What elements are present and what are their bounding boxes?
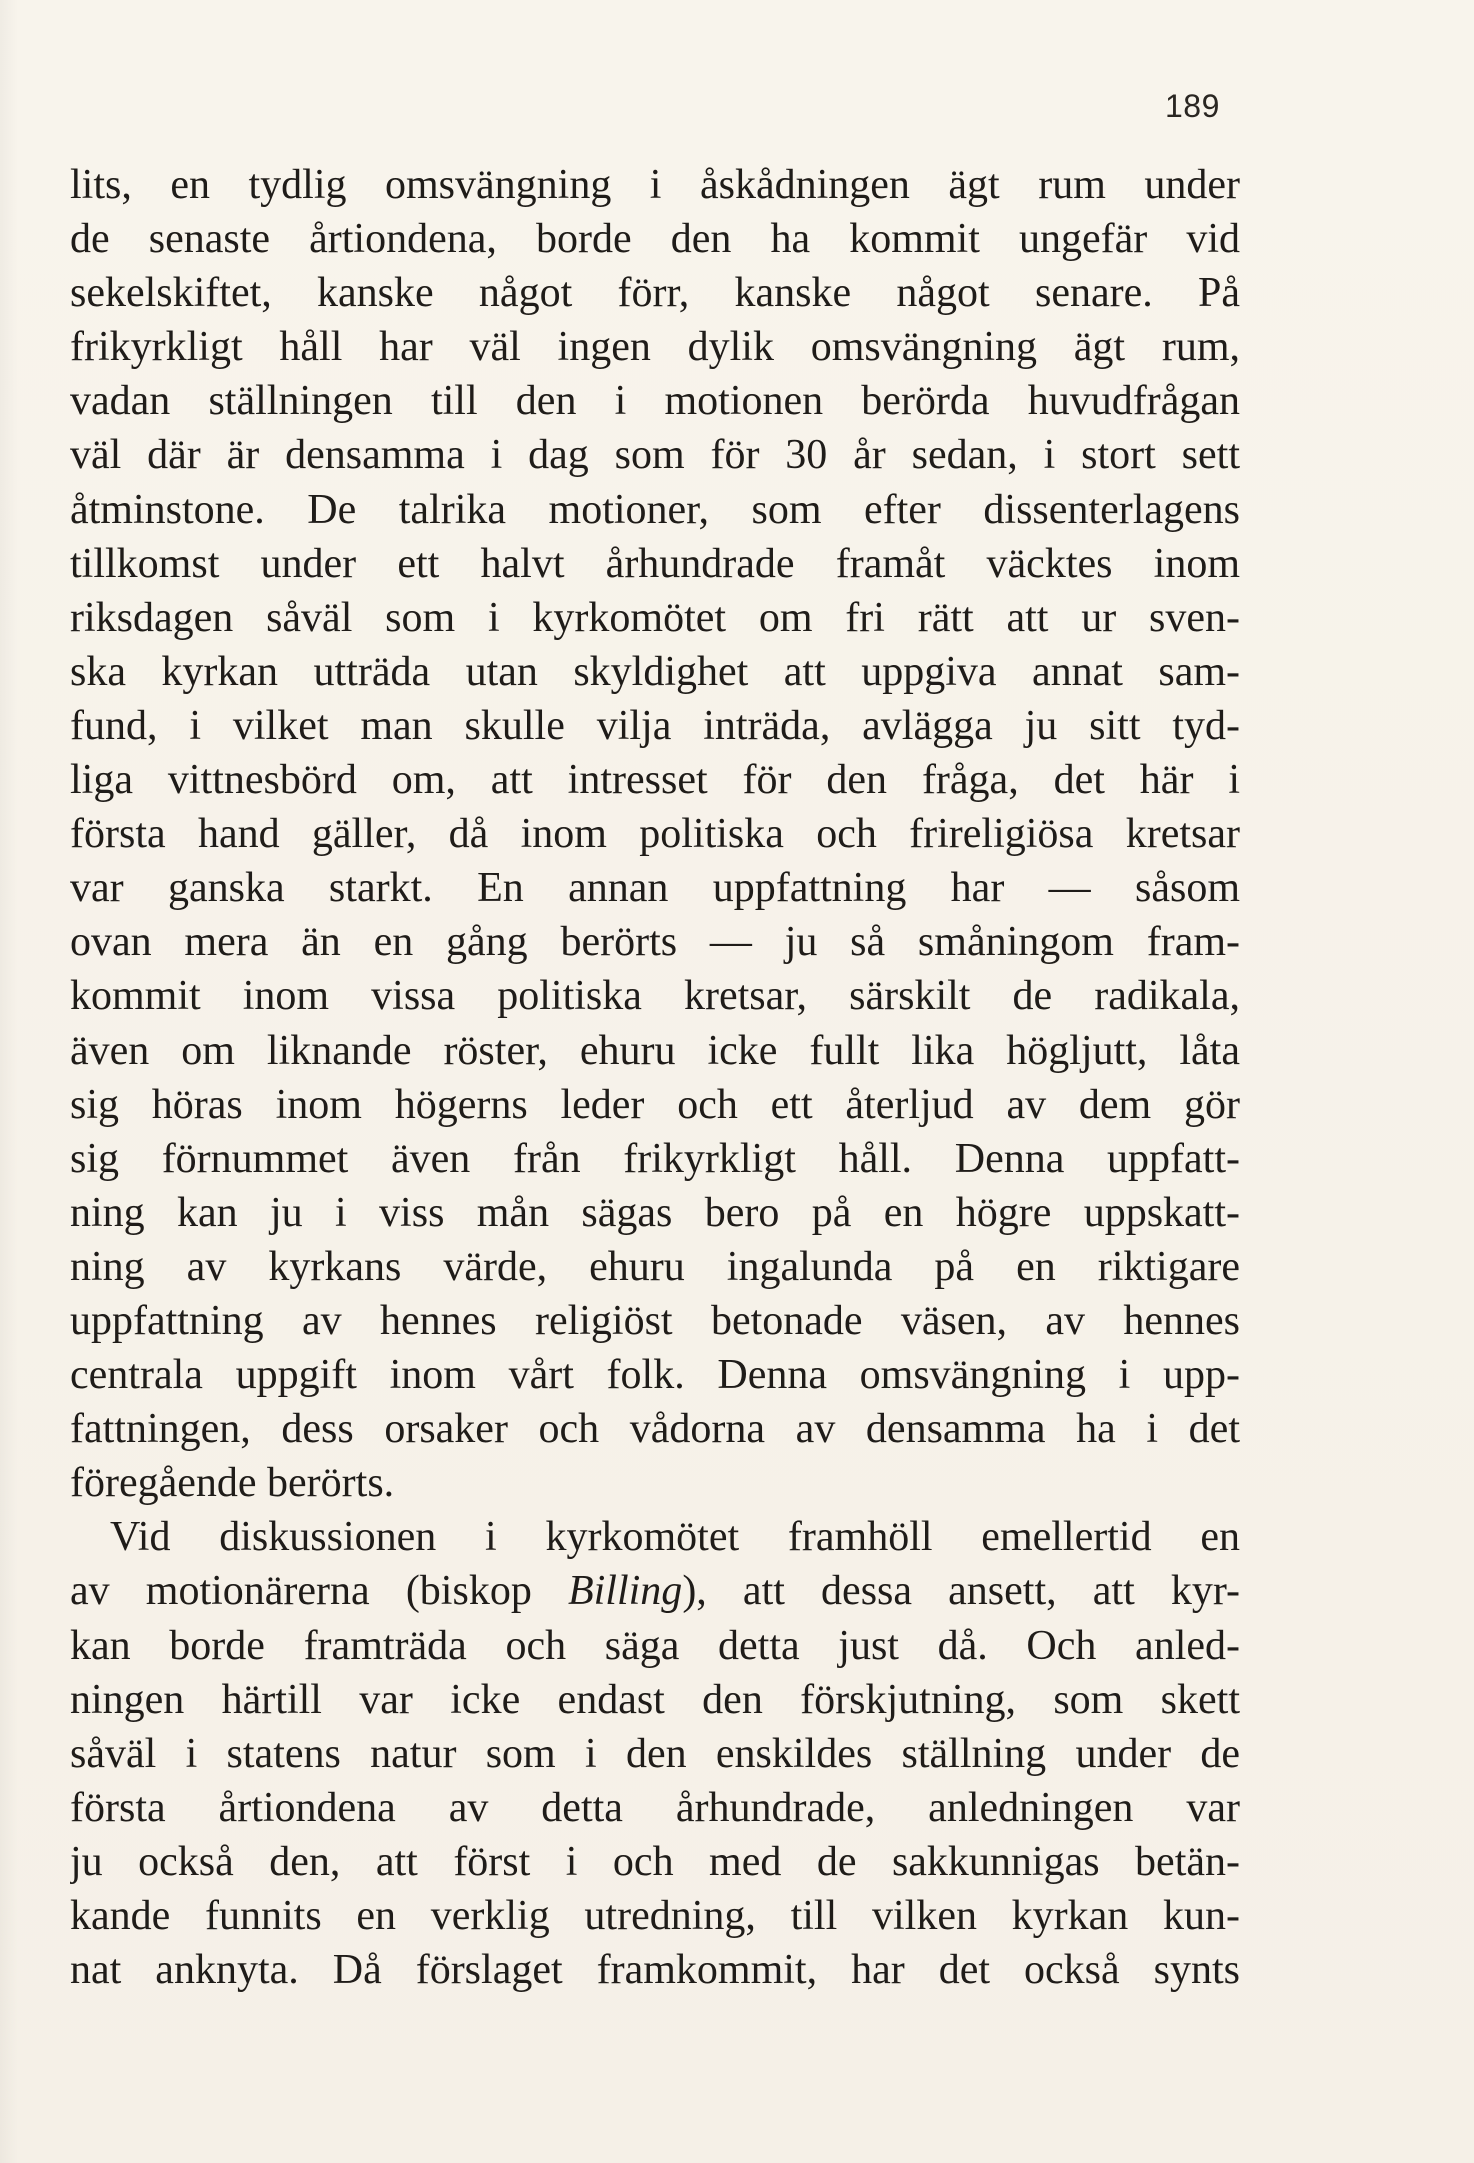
text-line: vadan ställningen till den i motionen berörda huvudfrågan <box>70 378 1240 425</box>
text-line: ningen härtill var icke endast den förskjutning, som skett <box>70 1676 1240 1723</box>
body-text <box>70 158 1240 1997</box>
paragraph-2 <box>70 1510 1240 1997</box>
text-line: såväl i statens natur som i den enskildes ställning under de <box>70 1730 1240 1777</box>
text-line: var ganska starkt. En annan uppfattning har — såsom <box>70 865 1240 912</box>
text-line: första hand gäller, då inom politiska och frireligiösa kretsar <box>70 811 1240 858</box>
text-line: lits, en tydlig omsvängning i åskådningen ägt rum under <box>70 162 1240 208</box>
text-line: första årtiondena av detta århundrade, anledningen var <box>70 1784 1240 1831</box>
italic-name: Billing <box>567 1568 683 1615</box>
text-line: sig höras inom högerns leder och ett återljud av dem gör <box>70 1081 1240 1128</box>
text-line: ning kan ju i viss mån sägas bero på en högre uppskatt- <box>70 1189 1240 1236</box>
text-line: nat anknyta. Då förslaget framkommit, har det också synts <box>70 1947 1240 1994</box>
text-line: uppfattning av hennes religiöst betonade väsen, av hennes <box>70 1297 1240 1344</box>
text-line: liga vittnesbörd om, att intresset för den fråga, det här i <box>70 757 1240 804</box>
text-line: även om liknande röster, ehuru icke fullt lika högljutt, låta <box>70 1027 1240 1074</box>
page-number: 189 <box>1165 88 1220 124</box>
text-line: kan borde framträda och säga detta just då. Och anled- <box>70 1622 1240 1669</box>
text-line: frikyrkligt håll har väl ingen dylik omsvängning ägt rum, <box>70 324 1240 371</box>
text-line: de senaste årtiondena, borde den ha kommit ungefär vid <box>70 216 1240 263</box>
paragraph-2-lines <box>70 1619 1240 1998</box>
text-line: fattningen, dess orsaker och vådorna av densamma ha i det <box>70 1406 1240 1453</box>
text-line: föregående berörts. <box>70 1460 395 1507</box>
text-line <box>70 1564 1240 1618</box>
text-line: ska kyrkan utträda utan skyldighet att uppgiva annat sam- <box>70 648 1240 695</box>
text-line: tillkomst under ett halvt århundrade framåt väcktes inom <box>70 540 1240 587</box>
text-run: ), att dessa ansett, att kyr- <box>682 1568 1240 1615</box>
text-run: av motionärerna (biskop <box>70 1568 568 1615</box>
text-line: ovan mera än en gång berörts — ju så småningom fram- <box>70 919 1240 966</box>
paragraph-1 <box>70 158 1240 1510</box>
text-line: ju också den, att först i och med de sakkunnigas betän- <box>70 1838 1240 1885</box>
text-line: riksdagen såväl som i kyrkomötet om fri rätt att ur sven- <box>70 594 1240 641</box>
text-line: sekelskiftet, kanske något förr, kanske något senare. På <box>70 270 1240 317</box>
text-line: väl där är densamma i dag som för 30 år sedan, i stort sett <box>70 432 1240 479</box>
text-line: Vid diskussionen i kyrkomötet framhöll emellertid en <box>110 1514 1240 1561</box>
text-line: centrala uppgift inom vårt folk. Denna omsvängning i upp- <box>70 1352 1240 1399</box>
text-line: sig förnummet även från frikyrkligt håll. Denna uppfatt- <box>70 1135 1240 1182</box>
text-line: åtminstone. De talrika motioner, som efter dissenterlagens <box>70 486 1240 533</box>
text-line: kande funnits en verklig utredning, till vilken kyrkan kun- <box>70 1893 1240 1939</box>
text-line: kommit inom vissa politiska kretsar, särskilt de radikala, <box>70 973 1240 1020</box>
text-line: fund, i vilket man skulle vilja inträda, avlägga ju sitt tyd- <box>70 702 1240 749</box>
text-line: ning av kyrkans värde, ehuru ingalunda på en riktigare <box>70 1243 1240 1290</box>
